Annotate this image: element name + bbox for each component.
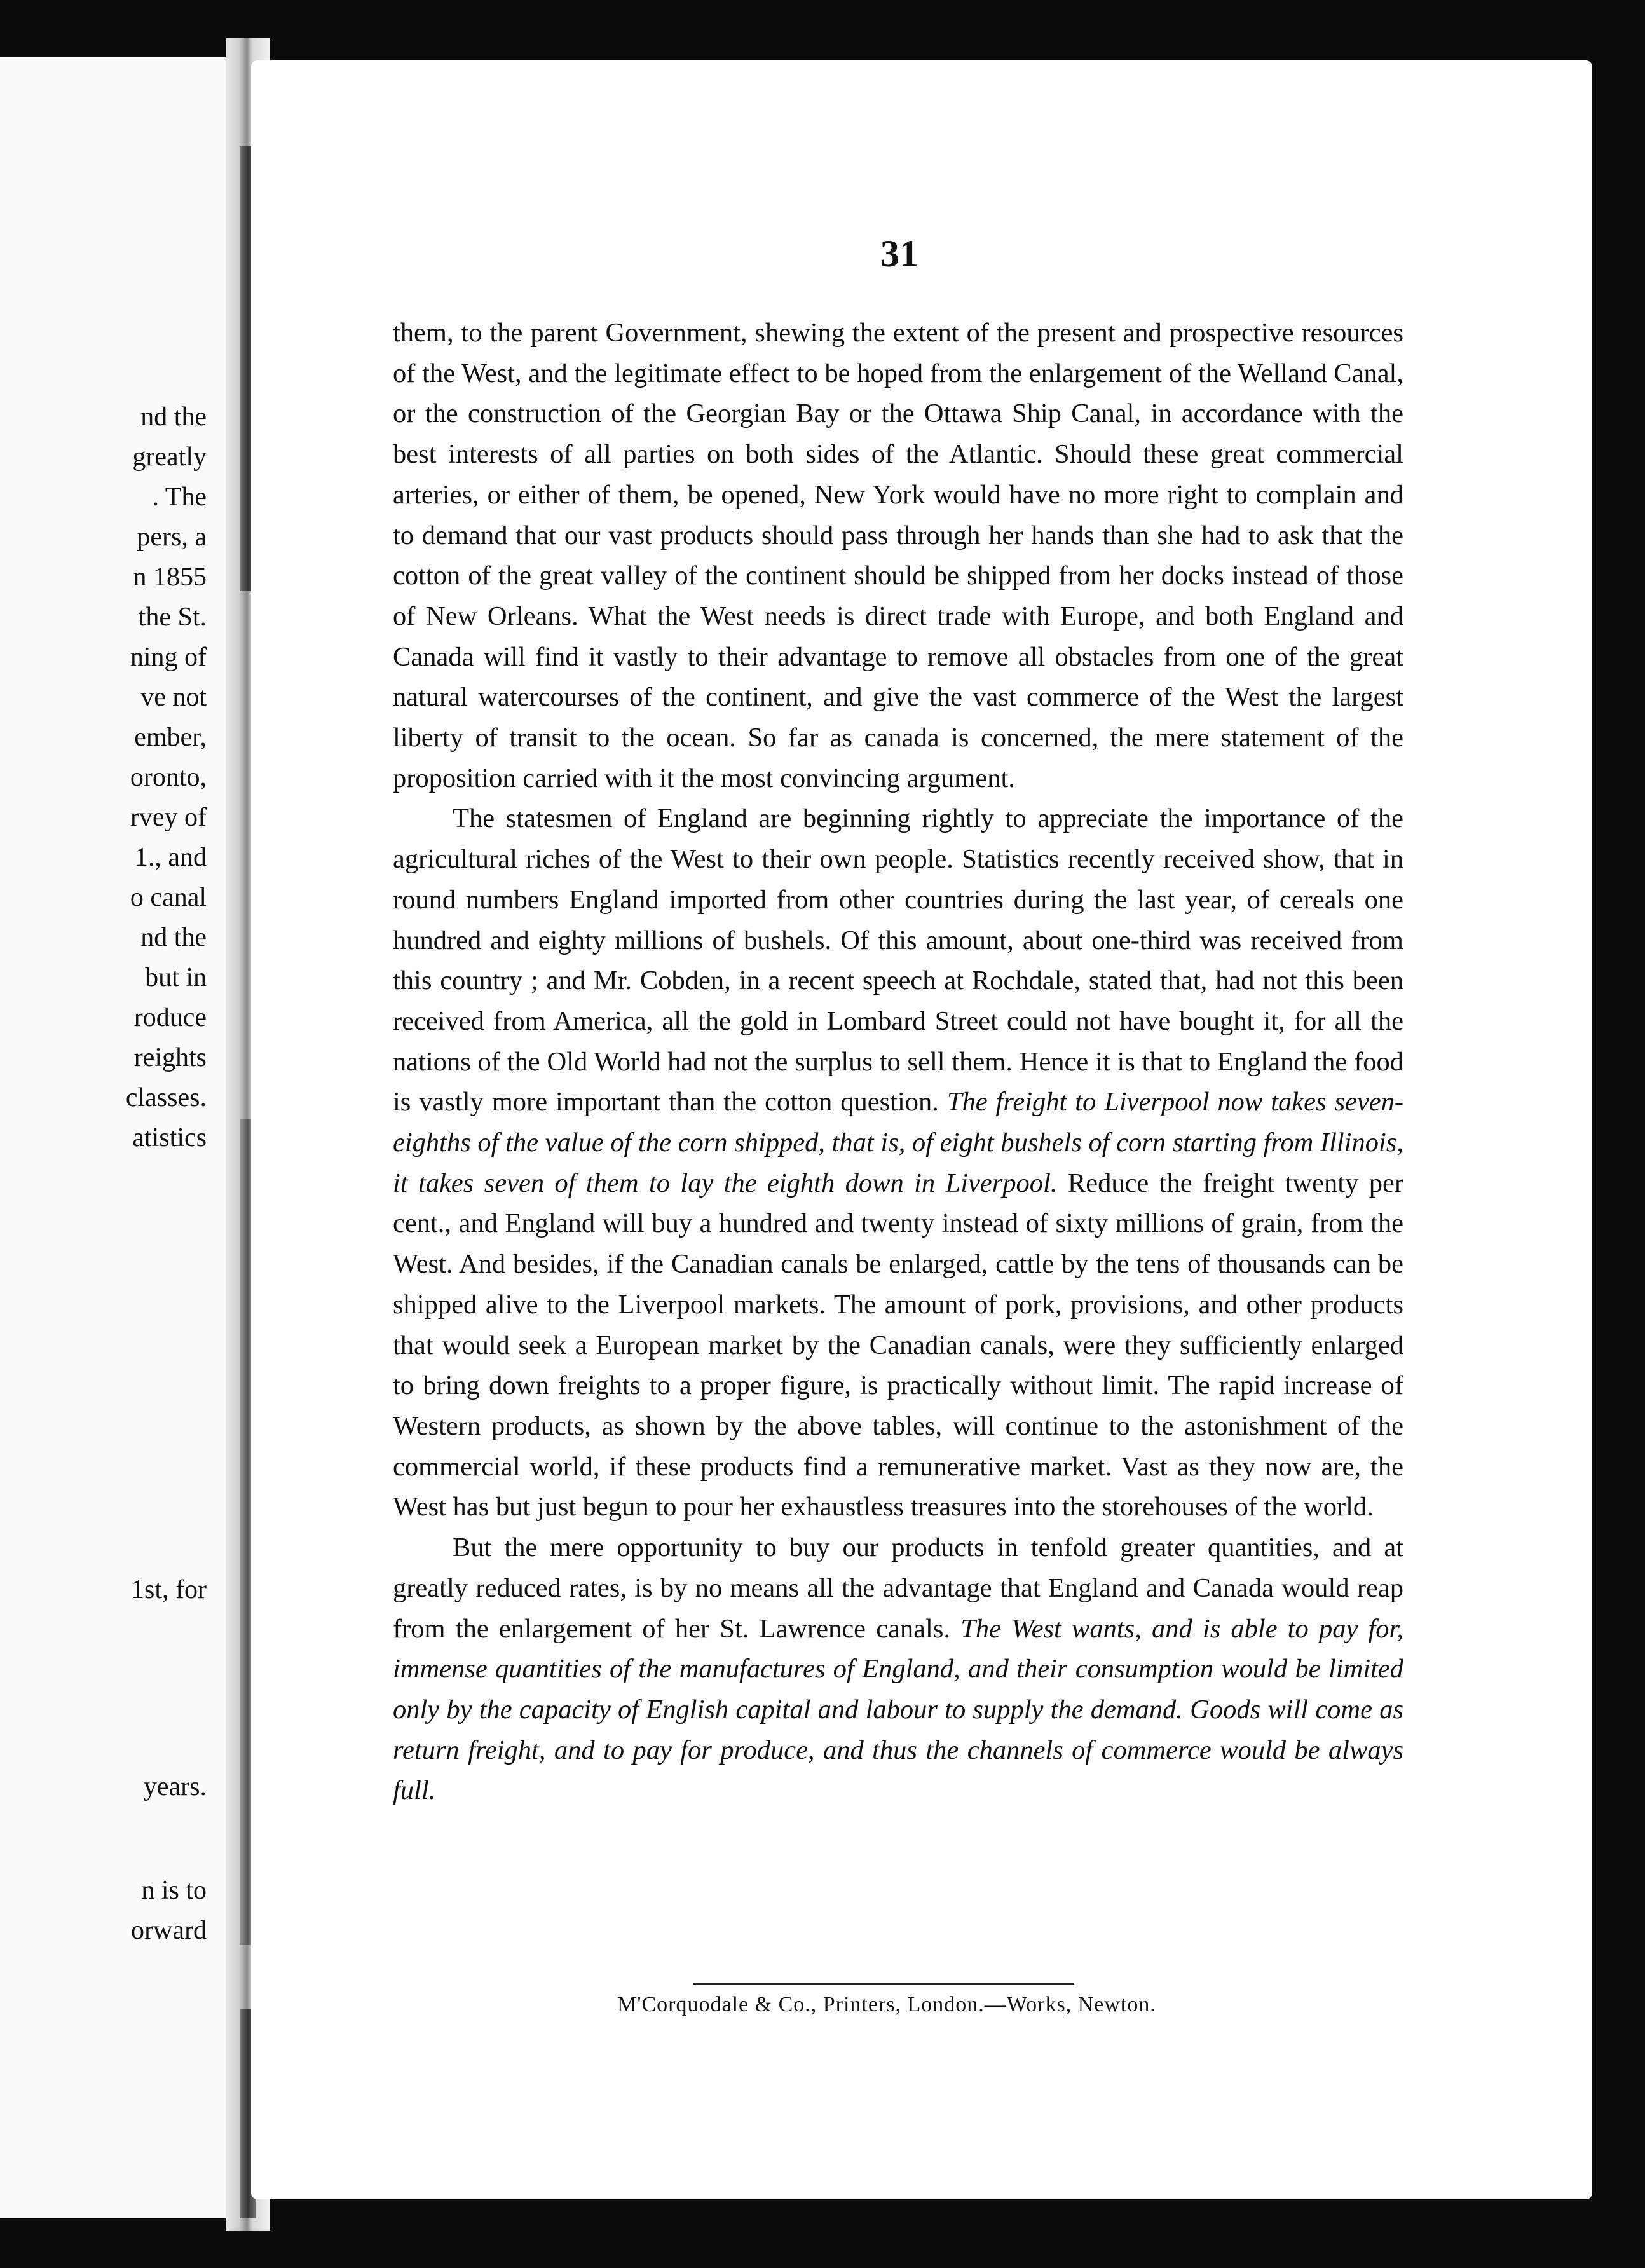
left-page-text: orward [131,1916,207,1945]
left-page-text: 1., and [134,843,207,872]
left-page-text: but in [145,963,207,992]
page-number: 31 [880,233,918,275]
left-page-text: the St. [138,603,207,632]
left-page-text: nd the [140,923,207,952]
left-page-text: pers, a [137,523,207,552]
left-page-text: . The [152,482,207,512]
left-page-text: n is to [141,1876,207,1905]
left-page-text: atistics [132,1123,207,1152]
left-page-text: ve not [140,683,207,712]
left-page-text: ember, [134,723,207,752]
left-page-text: classes. [125,1083,207,1112]
left-page-text: greatly [132,442,207,472]
body-text [393,313,1403,1811]
left-page-text: ning of [130,643,207,672]
left-page-text: roduce [133,1003,207,1032]
left-page-text: n 1855 [133,563,207,592]
left-page-text: rvey of [130,803,207,832]
italic-text: The West wants, and is able to pay for, immense quantities of the manufactures of England, and their consumption would be limited only by the capacity of English capital and labour to supply the demand. Goods will come as return freight, and to pay for produce, and thus the channels of commerce would be always full. [393,1613,1404,1806]
divider-rule [693,1983,1074,1985]
paragraph: them, to the parent Government, shewing the extent of the present and prospective resources of the West, and the legitimate effect to be hoped from the enlargement of the Welland Canal, or the construction of the Georgian Bay or the Ottawa Ship Canal, in accordance with the best interests of all parties on both sides of the Atlantic. Should these great commercial arteries, or either of them, be opened, New York would have no more right to complain and to demand that our vast products should pass through her hands than she had to ask that the cotton of the great valley of the continent should be shipped from her docks instead of those of New Orleans. What the West needs is direct trade with Europe, and both England and Canada will find it vastly to their advantage to remove all obstacles from one of the great natural watercourses of the continent, and give the vast commerce of the West the largest liberty of transit to the ocean. So far as canada is concerned, the mere statement of the proposition carried with it the most convincing argument. [393,318,1403,793]
italic-text: The freight to Liverpool now takes seven-eighths of the value of the corn shipped, that is, of eight bushels of corn starting from Illinois, it takes seven of them to lay the eighth down in Liverpool. [393,1087,1404,1198]
paragraph: The statesmen of England are beginning rightly to appreciate the importance of the agricultural riches of the West to their own people. Statistics recently received show, that in round numbers England imported from other countries during the last year, of cereals one hundred and eighty millions of bushels. Of this amount, about one-third was received from this country ; and Mr. Cobden, in a recent speech at Rochdale, stated that, had not this been received from America, all the gold in Lombard Street could not have bought it, for all the nations of the Old World had not the surplus to sell them. Hence it is that to England the food is vastly more important than the cotton question. The freight to Liverpool now takes seven-eighths of the value of the corn shipped, that is, of eight bushels of corn starting from Illinois, it takes seven of them to lay the eighth down in Liverpool. Reduce the freight twenty per cent., and England will buy a hundred and twenty instead of sixty millions of grain, from the West. And besides, if the Canadian canals be enlarged, cattle by the tens of thousands can be shipped alive to the Liverpool markets. The amount of pork, provisions, and other products that would seek a European market by the Canadian canals, were they sufficiently enlarged to bring down freights to a proper figure, is practically without limit. The rapid increase of Western products, as shown by the above tables, will continue to the astonishment of the commercial world, if these products find a remunerative market. Vast as they now are, the West has but just begun to pour her exhaustless treasures into the storehouses of the world. [393,803,1404,1522]
left-page [0,57,226,2218]
left-page-text: 1st, for [131,1575,207,1604]
left-page-text: o canal [130,883,207,912]
left-page-text: oronto, [130,763,207,792]
left-page-text: years. [143,1772,207,1801]
paragraph: But the mere opportunity to buy our products in tenfold greater quantities, and at greatly reduced rates, is by no means all the advantage that England and Canada would reap from the enlargement of her St. Lawrence canals. The West wants, and is able to pay for, immense quantities of the manufactures of England, and their consumption would be limited only by the capacity of English capital and labour to supply the demand. Goods will come as return freight, and to pay for produce, and thus the channels of commerce would be always full. [393,1533,1404,1806]
left-page-text: reights [133,1043,207,1072]
printer-imprint: M'Corquodale & Co., Printers, London.—Works, Newton. [617,1993,1156,2016]
left-page-text: nd the [140,402,207,432]
